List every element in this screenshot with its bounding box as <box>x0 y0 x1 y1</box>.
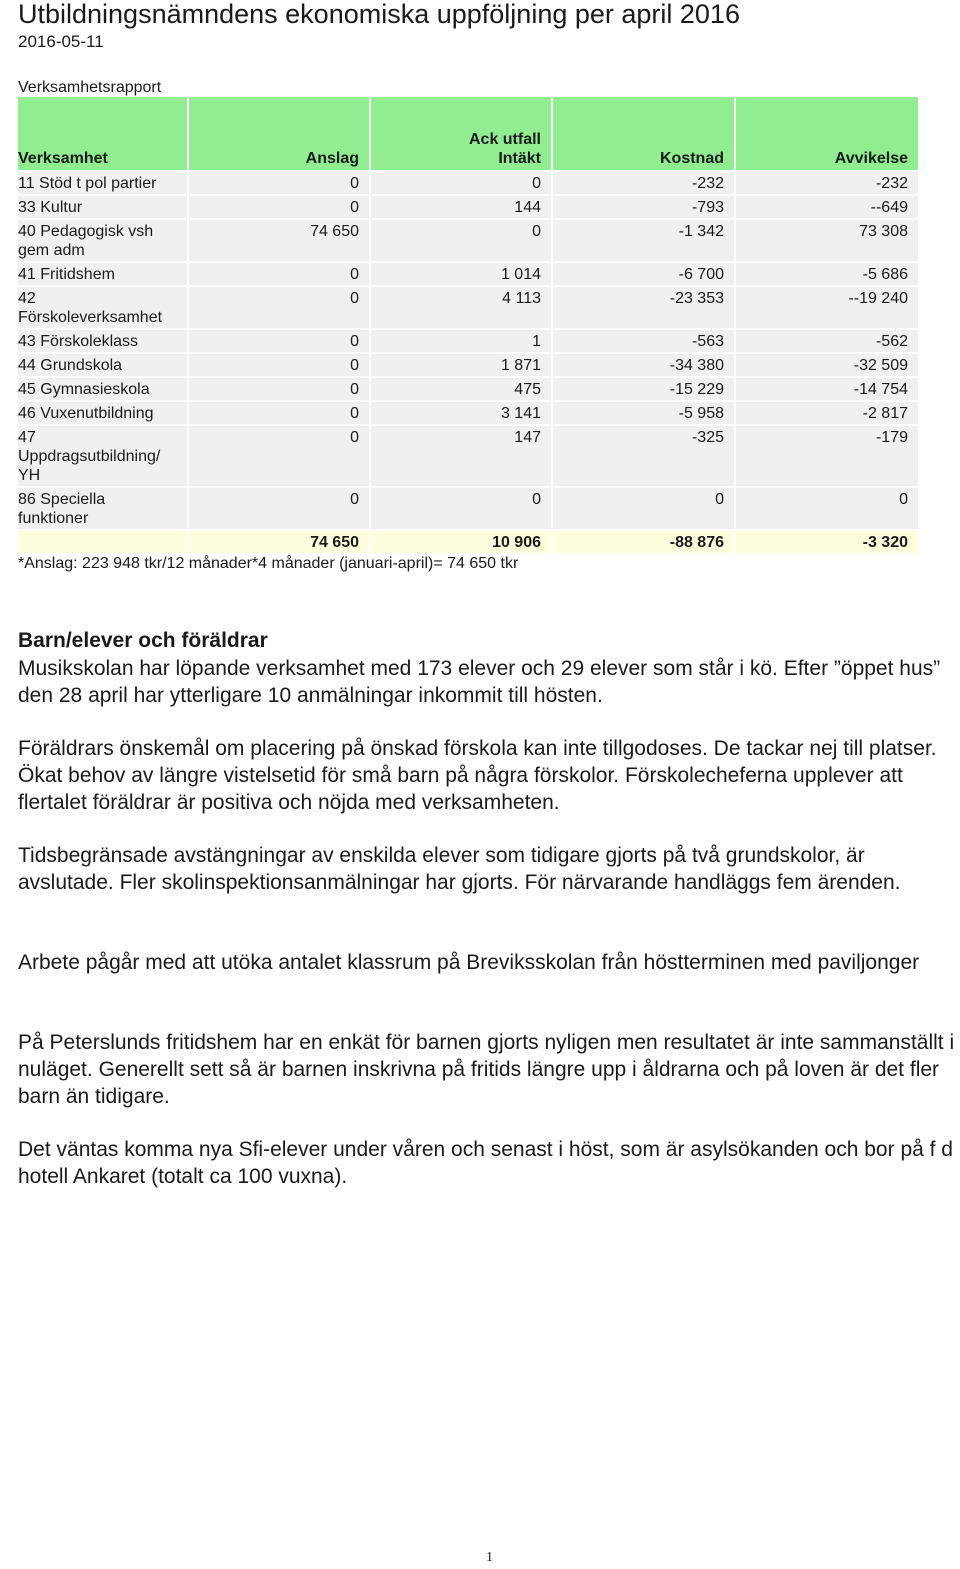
cell-intakt: 0 <box>370 171 552 195</box>
cell-intakt: 475 <box>370 377 552 401</box>
cell-avvikelse: -179 <box>735 425 918 487</box>
cell-intakt: 1 <box>370 329 552 353</box>
cell-kostnad: 0 <box>552 487 735 530</box>
cell-verksamhet: 86 Speciella funktioner <box>18 487 188 530</box>
cell-verksamhet: 45 Gymnasieskola <box>18 377 188 401</box>
total-avvikelse: -3 320 <box>735 530 918 553</box>
cell-verksamhet: 40 Pedagogisk vsh gem adm <box>18 219 188 262</box>
table-total-row <box>18 530 918 553</box>
cell-avvikelse: -32 509 <box>735 353 918 377</box>
table-row <box>18 425 918 487</box>
header-avvikelse: Avvikelse <box>735 97 918 171</box>
cell-avvikelse: -232 <box>735 171 918 195</box>
cell-anslag: 0 <box>188 329 370 353</box>
cell-avvikelse: -2 817 <box>735 401 918 425</box>
cell-anslag: 0 <box>188 195 370 219</box>
paragraph-forskola: Föräldrars önskemål om placering på önskad förskola kan inte tillgodoses. De tackar nej till platser. Ökat behov av längre vistelsetid för små barn på några förskolor. Förskolecheferna upplever att flertalet föräldrar är positiva och nöjda med verksamheten. <box>18 737 937 814</box>
cell-avvikelse: --19 240 <box>735 286 918 329</box>
cell-verksamhet: 42 Förskoleverksamhet <box>18 286 188 329</box>
cell-intakt: 147 <box>370 425 552 487</box>
header-kostnad: Kostnad <box>552 97 735 171</box>
cell-kostnad: -23 353 <box>552 286 735 329</box>
cell-avvikelse: -5 686 <box>735 262 918 286</box>
cell-anslag: 0 <box>188 425 370 487</box>
table-row <box>18 286 918 329</box>
cell-anslag: 0 <box>188 487 370 530</box>
page-number: 1 <box>486 1550 493 1565</box>
section-heading: Barn/elever och föräldrar <box>18 629 268 652</box>
cell-anslag: 0 <box>188 353 370 377</box>
cell-intakt: 3 141 <box>370 401 552 425</box>
paragraph-fritidshem: På Peterslunds fritidshem har en enkät för barnen gjorts nyligen men resultatet är inte sammanställt i nuläget. Generellt sett så är barnen inskrivna på fritids längre upp i åldrarna och på loven är det fler barn än tidigare. <box>18 1031 955 1108</box>
cell-intakt: 0 <box>370 219 552 262</box>
cell-verksamhet: 47 Uppdragsutbildning/ YH <box>18 425 188 487</box>
table-header-row <box>18 97 918 171</box>
cell-anslag: 0 <box>188 262 370 286</box>
cell-intakt: 4 113 <box>370 286 552 329</box>
table-row <box>18 353 918 377</box>
cell-kostnad: -1 342 <box>552 219 735 262</box>
cell-anslag: 0 <box>188 171 370 195</box>
cell-anslag: 74 650 <box>188 219 370 262</box>
cell-avvikelse: -14 754 <box>735 377 918 401</box>
cell-anslag: 0 <box>188 286 370 329</box>
cell-avvikelse: 0 <box>735 487 918 530</box>
total-anslag: 74 650 <box>188 530 370 553</box>
table-row <box>18 401 918 425</box>
cell-verksamhet: 11 Stöd t pol partier <box>18 171 188 195</box>
table-row <box>18 262 918 286</box>
cell-verksamhet: 43 Förskoleklass <box>18 329 188 353</box>
cell-kostnad: -325 <box>552 425 735 487</box>
cell-verksamhet: 46 Vuxenutbildning <box>18 401 188 425</box>
table-row <box>18 329 918 353</box>
cell-kostnad: -34 380 <box>552 353 735 377</box>
table-row <box>18 377 918 401</box>
budget-table <box>18 97 918 553</box>
cell-intakt: 0 <box>370 487 552 530</box>
paragraph-musikskolan: Musikskolan har löpande verksamhet med 173 elever och 29 elever som står i kö. Efter ”öppet hus” den 28 april har ytterligare 10 anmälningar inkommit till hösten. <box>18 657 941 707</box>
paragraph-avstangningar: Tidsbegränsade avstängningar av enskilda elever som tidigare gjorts på två grundskolor, är avslutade. Fler skolinspektionsanmälningar har gjorts. För närvarande handläggs fem ärenden. <box>18 844 901 894</box>
table-row <box>18 487 918 530</box>
cell-avvikelse: 73 308 <box>735 219 918 262</box>
paragraph-klassrum: Arbete pågår med att utöka antalet klassrum på Breviksskolan från höstterminen med paviljonger <box>18 951 920 974</box>
total-kostnad: -88 876 <box>552 530 735 553</box>
header-ack-utfall: Ack utfall <box>468 131 541 148</box>
cell-kostnad: -793 <box>552 195 735 219</box>
total-label <box>18 530 188 553</box>
report-title: Utbildningsnämndens ekonomiska uppföljning per april 2016 <box>18 0 740 29</box>
header-verksamhet: Verksamhet <box>18 97 188 171</box>
table-row <box>18 171 918 195</box>
anslag-footnote: *Anslag: 223 948 tkr/12 månader*4 månader (januari-april)= 74 650 tkr <box>18 555 519 572</box>
cell-kostnad: -6 700 <box>552 262 735 286</box>
cell-verksamhet: 44 Grundskola <box>18 353 188 377</box>
cell-verksamhet: 33 Kultur <box>18 195 188 219</box>
report-date: 2016-05-11 <box>18 32 104 51</box>
cell-verksamhet: 41 Fritidshem <box>18 262 188 286</box>
cell-kostnad: -5 958 <box>552 401 735 425</box>
cell-avvikelse: --649 <box>735 195 918 219</box>
cell-kostnad: -563 <box>552 329 735 353</box>
report-section-label: Verksamhetsrapport <box>18 79 162 96</box>
cell-intakt: 1 871 <box>370 353 552 377</box>
cell-anslag: 0 <box>188 401 370 425</box>
cell-intakt: 1 014 <box>370 262 552 286</box>
cell-kostnad: -232 <box>552 171 735 195</box>
header-intakt <box>370 97 552 171</box>
cell-anslag: 0 <box>188 377 370 401</box>
header-anslag: Anslag <box>188 97 370 171</box>
paragraph-sfi: Det väntas komma nya Sfi-elever under våren och senast i höst, som är asylsökanden och bor på f d hotell Ankaret (totalt ca 100 vuxna). <box>18 1138 953 1188</box>
cell-intakt: 144 <box>370 195 552 219</box>
table-row <box>18 195 918 219</box>
header-intakt-label: Intäkt <box>498 150 541 167</box>
cell-avvikelse: -562 <box>735 329 918 353</box>
total-intakt: 10 906 <box>370 530 552 553</box>
cell-kostnad: -15 229 <box>552 377 735 401</box>
table-row <box>18 219 918 262</box>
